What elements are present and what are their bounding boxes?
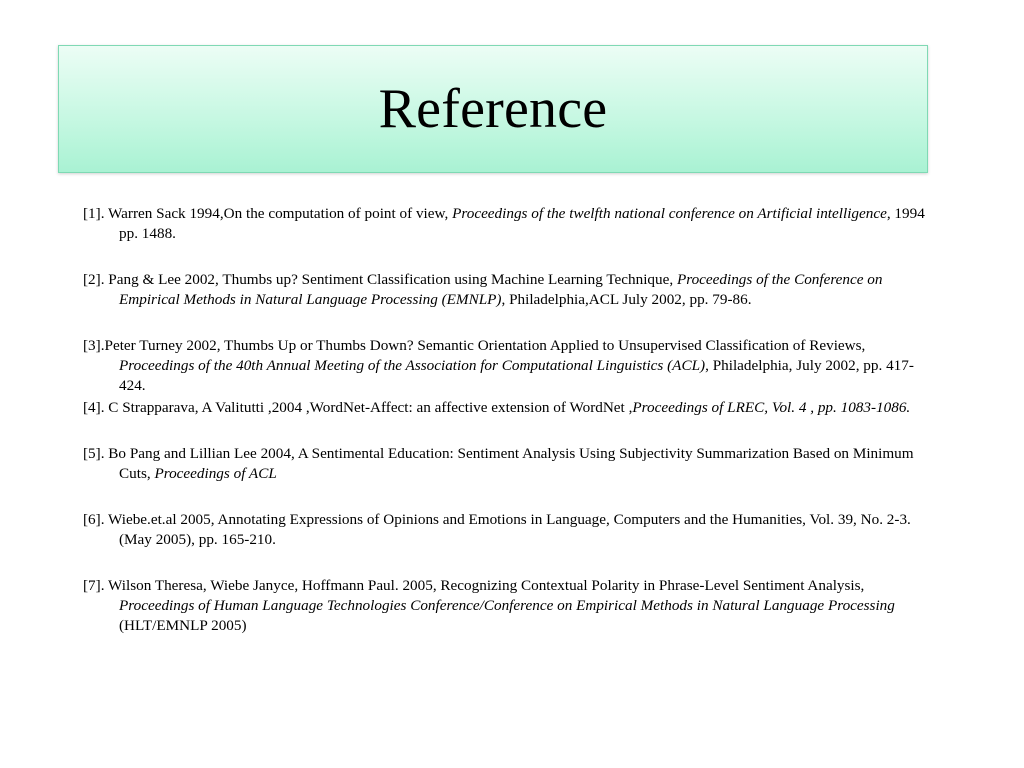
slide-title: Reference	[378, 78, 608, 140]
reference-venue: Proceedings of the 40th Annual Meeting of the Association for Computational Linguistics (ACL)	[119, 357, 706, 374]
reference-item-1	[83, 204, 933, 244]
reference-text: [3].Peter Turney 2002, Thumbs Up or Thumbs Down? Semantic Orientation Applied to Unsupervised Classification of Reviews,	[83, 337, 866, 354]
reference-venue: Proceedings of Human Language Technologies Conference/Conference on Empirical Methods in Natural Language Processing	[119, 597, 895, 614]
reference-list	[83, 204, 933, 636]
reference-text: [1]. Warren Sack 1994,On the computation of point of view,	[83, 205, 453, 222]
reference-venue: Proceedings of ACL	[154, 465, 277, 482]
reference-text: [2]. Pang & Lee 2002, Thumbs up? Sentiment Classification using Machine Learning Technique,	[83, 271, 677, 288]
reference-item-5	[83, 444, 933, 484]
reference-item-4	[83, 398, 933, 418]
reference-text: [5]. Bo Pang and Lillian Lee 2004, A Sentimental Education: Sentiment Analysis Using Subjectivity Summarization Based on Minimum Cuts,	[83, 445, 914, 482]
reference-venue: Proceedings of LREC, Vol. 4 , pp. 1083-1086.	[632, 399, 911, 416]
reference-text: [6]. Wiebe.et.al 2005, Annotating Expressions of Opinions and Emotions in Language, Computers and the Humanities, Vol. 39, No. 2-3. (May 2005), pp. 165-210.	[83, 511, 911, 548]
reference-text: [7]. Wilson Theresa, Wiebe Janyce, Hoffmann Paul. 2005, Recognizing Contextual Polarity in Phrase-Level Sentiment Analysis,	[83, 577, 865, 594]
reference-item-3	[83, 336, 933, 396]
reference-text: [4]. C Strapparava, A Valitutti ,2004 ,WordNet-Affect: an affective extension of WordNet ,	[83, 399, 633, 416]
reference-details: (HLT/EMNLP 2005)	[119, 617, 247, 634]
reference-item-6	[83, 510, 933, 550]
reference-item-7	[83, 576, 933, 636]
reference-details: , 1994 pp. 1488.	[119, 205, 925, 242]
reference-details: , Philadelphia,ACL July 2002, pp. 79-86.	[501, 291, 752, 308]
reference-venue: Proceedings of the Conference on Empirical Methods in Natural Language Processing (EMNLP)	[119, 271, 883, 308]
title-box	[58, 45, 928, 173]
reference-item-2	[83, 270, 933, 310]
reference-details: , Philadelphia, July 2002, pp. 417-424.	[119, 357, 914, 394]
reference-venue: Proceedings of the twelfth national conference on Artificial intelligence	[452, 205, 887, 222]
